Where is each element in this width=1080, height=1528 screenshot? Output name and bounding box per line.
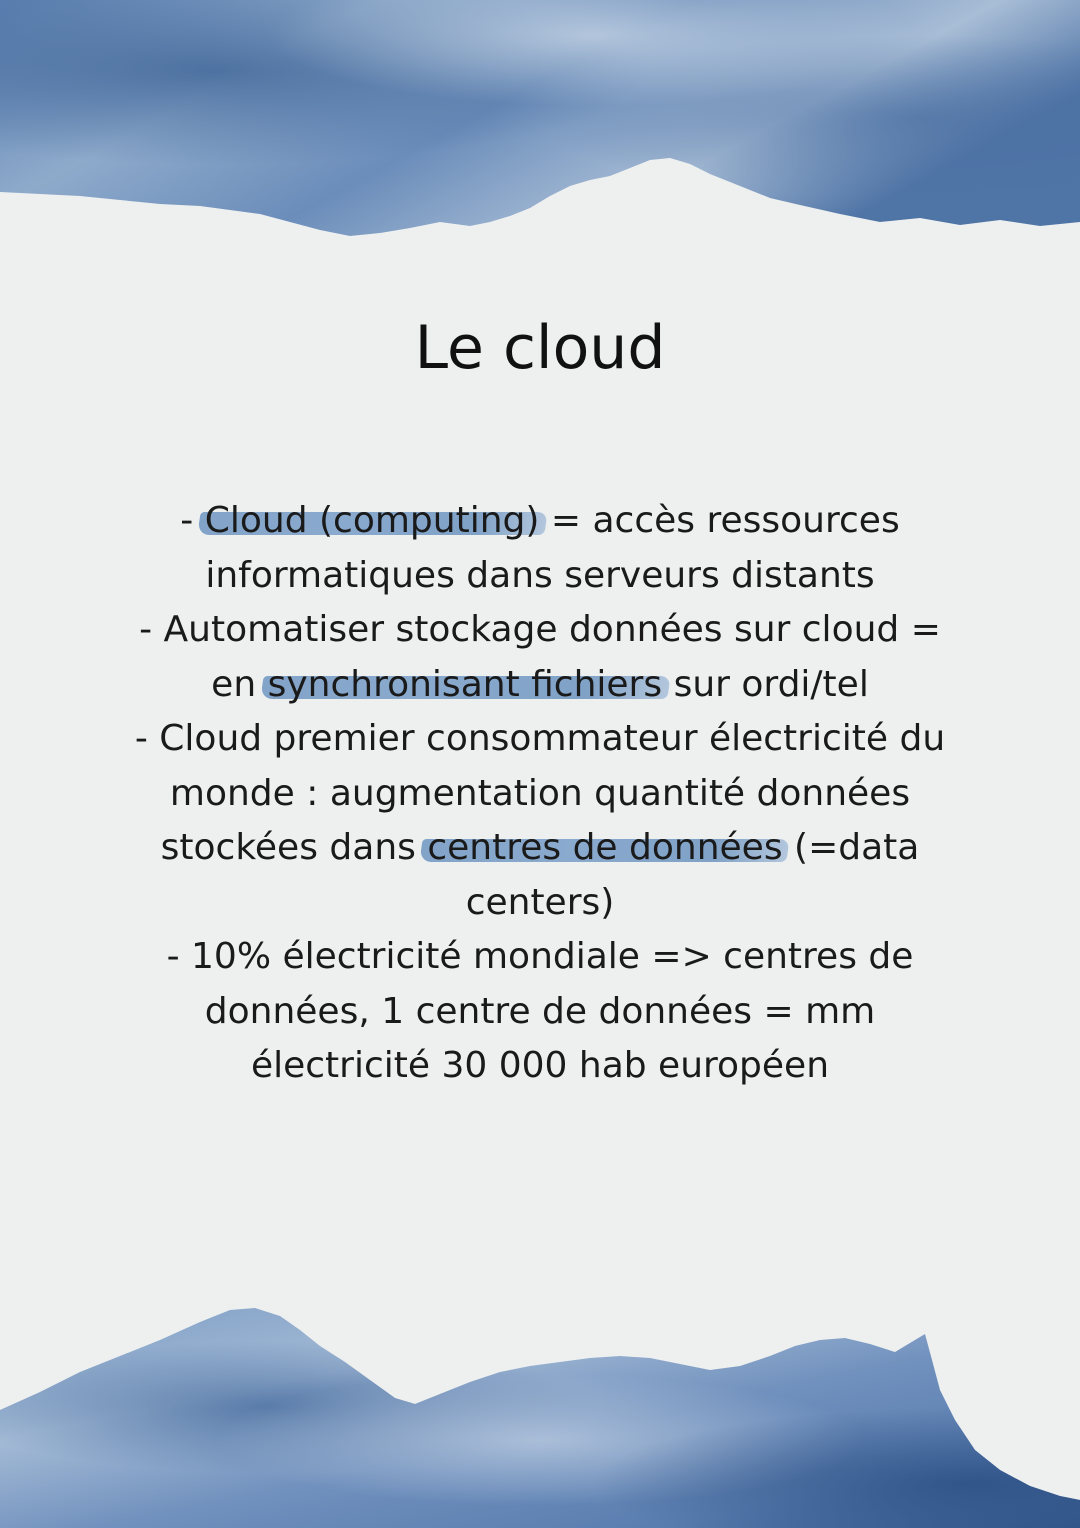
note-line: - Cloud premier consommateur électricité du [134, 718, 946, 759]
note-line [90, 658, 990, 713]
line-text: - [180, 500, 205, 541]
note-line: électricité 30 000 hab européen [250, 1045, 830, 1086]
note-line [90, 821, 990, 876]
top-watercolor-banner [0, 0, 1080, 250]
line-text: (=data [782, 827, 920, 868]
note-line: centers) [465, 881, 615, 923]
bottom-watercolor-banner [0, 1300, 1080, 1528]
line-text: = accès ressources [539, 500, 900, 541]
highlighted-term: Cloud (computing) [204, 500, 540, 541]
page-title: Le cloud [414, 313, 666, 383]
note-line: monde : augmentation quantité données [169, 772, 911, 814]
highlighted-term: synchronisant fichiers [267, 663, 663, 705]
note-line [90, 494, 990, 549]
note-line: - 10% électricité mondiale => centres de [166, 936, 914, 977]
highlighted-term: centres de données [427, 827, 783, 868]
line-text: en [211, 663, 268, 705]
note-body [90, 494, 990, 1094]
note-line: informatiques dans serveurs distants [205, 554, 875, 596]
note-line: données, 1 centre de données = mm [204, 990, 876, 1032]
note-line: - Automatiser stockage données sur cloud = [139, 609, 941, 650]
line-text: stockées dans [160, 827, 428, 868]
line-text: sur ordi/tel [662, 663, 869, 705]
